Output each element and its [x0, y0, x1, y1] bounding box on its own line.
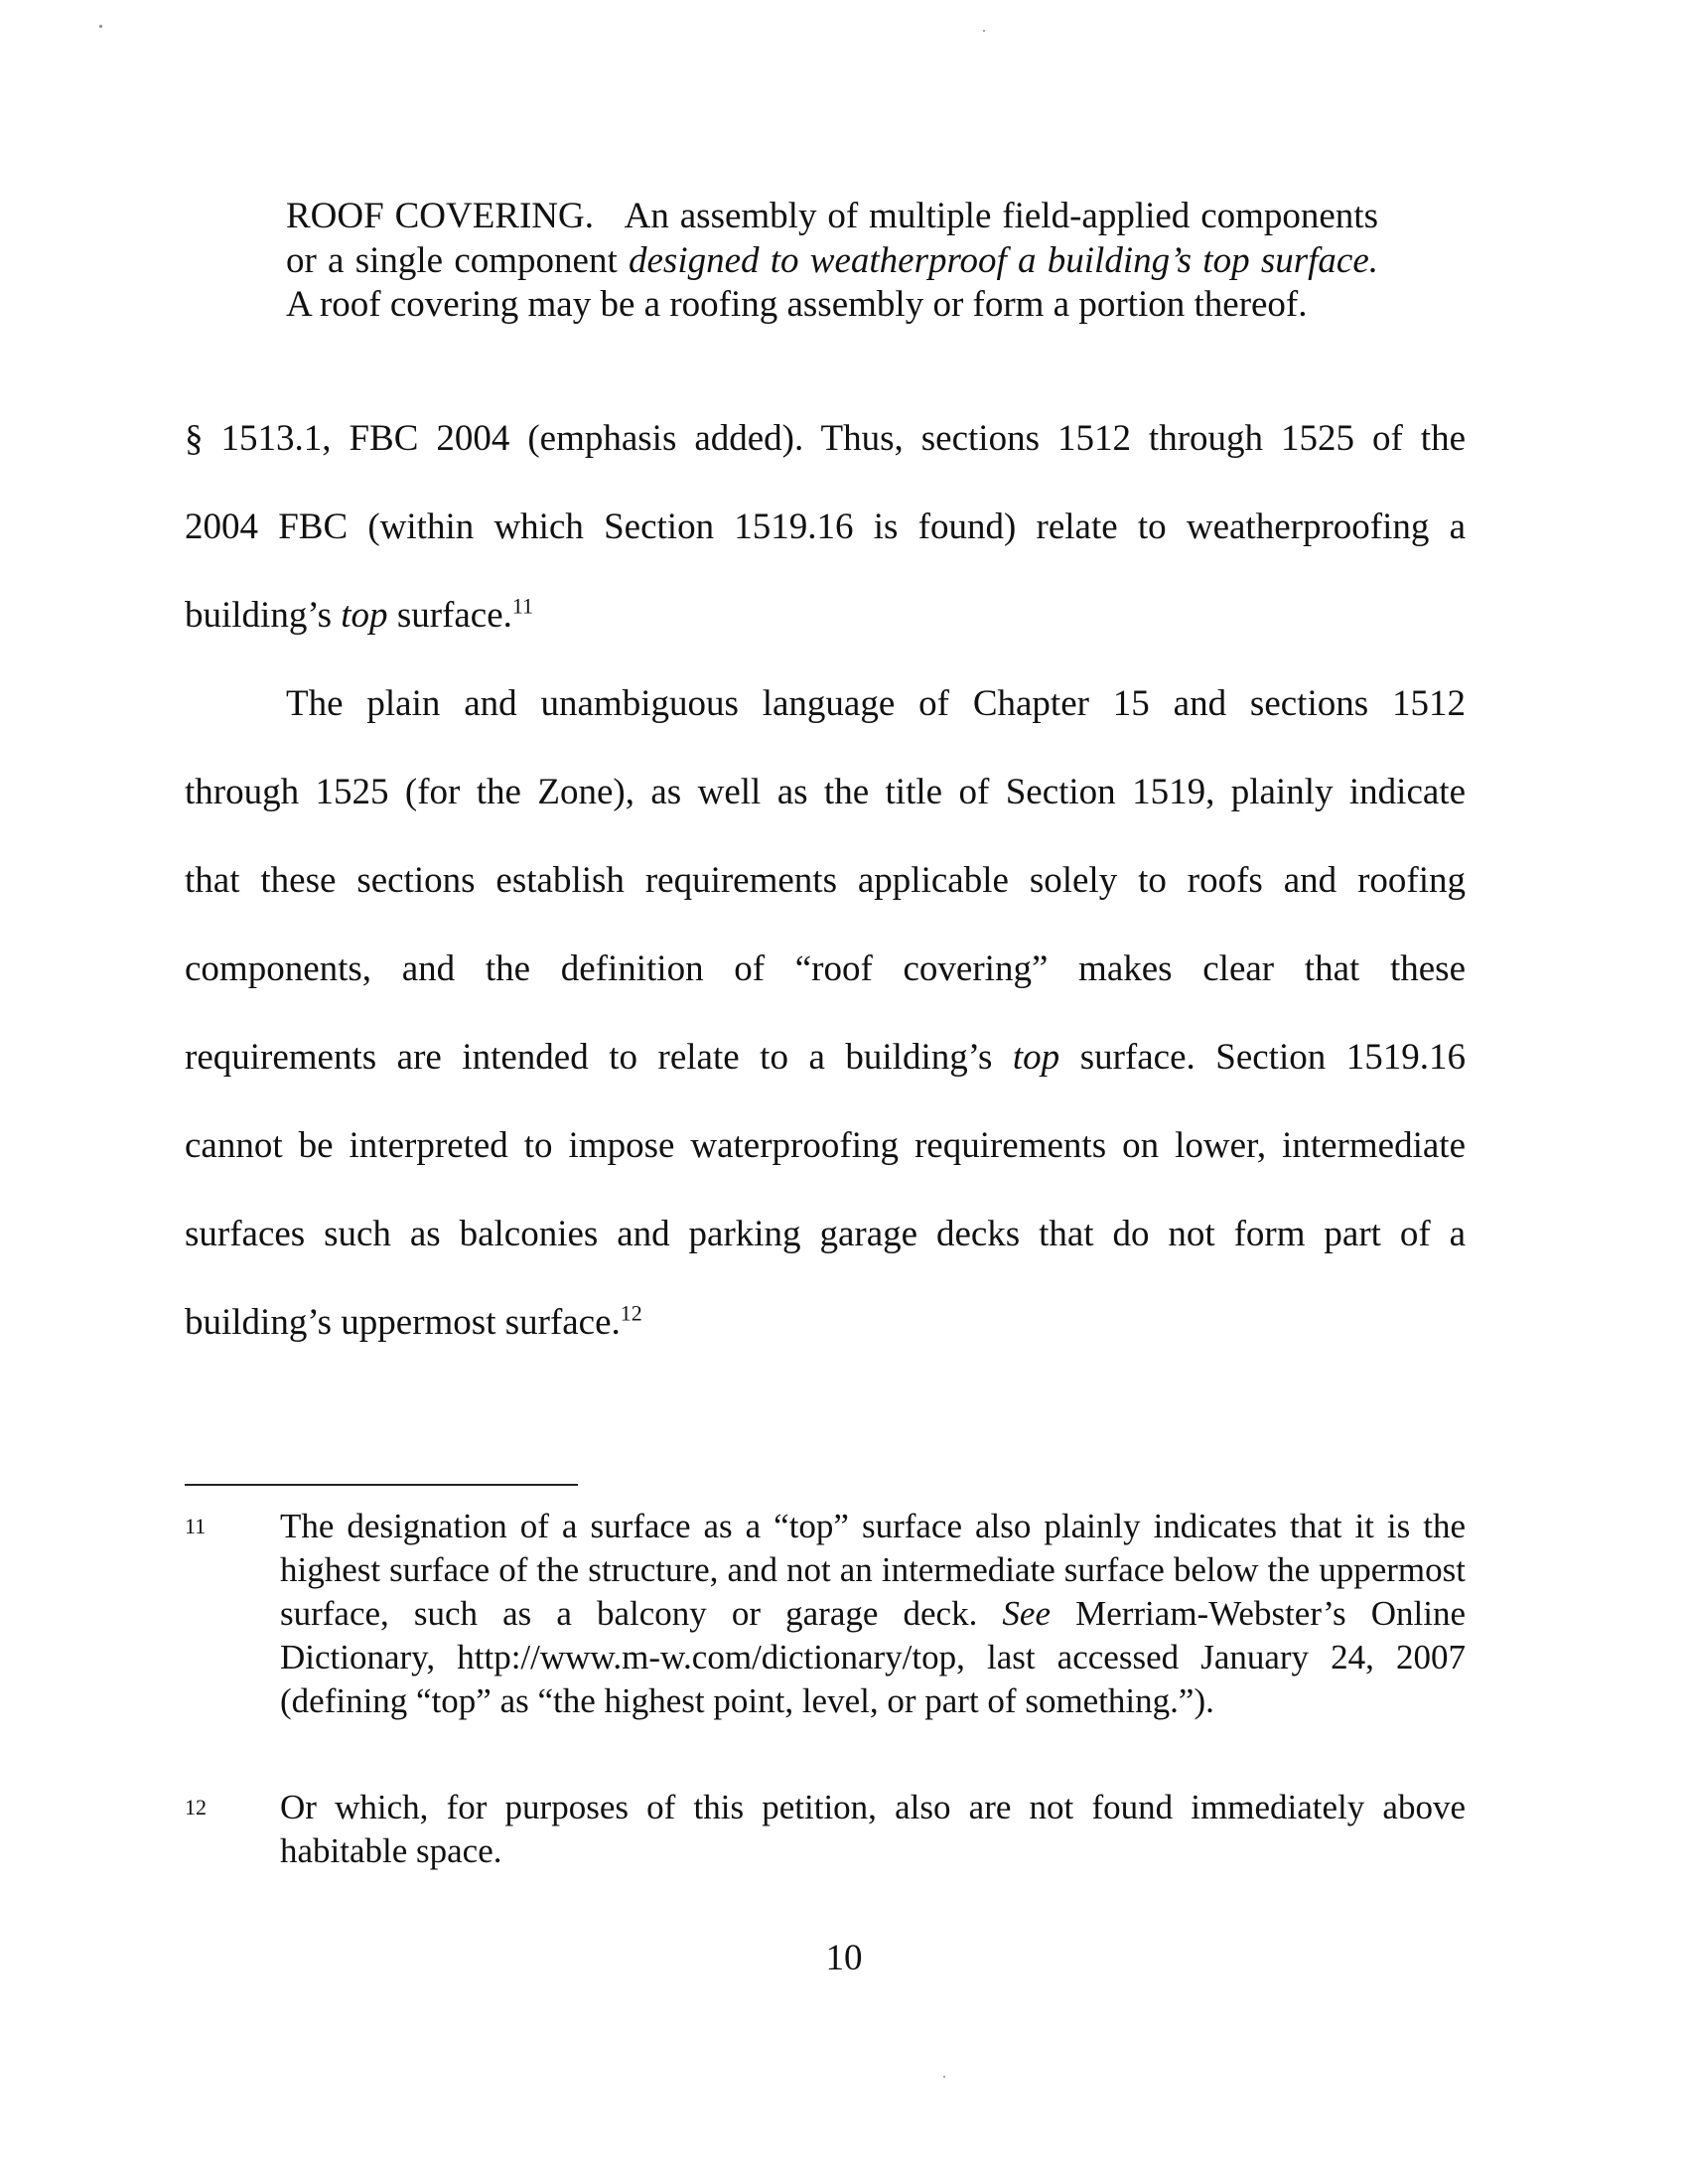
paragraph-2-line [185, 1301, 1466, 1345]
paragraph-2-line: surfaces such as balconies and parking garage decks that do not form part of a [185, 1214, 1466, 1254]
paragraph-2-line: cannot be interpreted to impose waterproofing requirements on lower, intermediate [185, 1125, 1466, 1166]
text: requirements are intended to relate to a building’s [185, 1037, 1013, 1078]
paragraph-2-line [185, 1036, 1466, 1080]
block-quote-roof-covering [286, 195, 1378, 328]
footnote-separator [185, 1484, 578, 1486]
paragraph-1-line: 2004 FBC (within which Section 1519.16 is found) relate to weatherproofing a [185, 507, 1466, 547]
text: Merriam-Webster’s Online Dictionary, http://www.m-w.com/dictionary/top, last accessed January 24, 2007 (defining “top” as “the highest point, level, or part of something.”). [280, 1594, 1466, 1720]
text: The designation of a surface as a “top” surface also plainly indicates that it is the highest surface of the structure, and not an intermediate surface below the uppermost surface, such as a balcony or garage deck. [280, 1507, 1466, 1633]
scan-speck [943, 2076, 945, 2078]
paragraph-2-line: that these sections establish requirements applicable solely to roofs and roofing [185, 860, 1466, 901]
scan-speck [99, 25, 102, 28]
citation-signal: See [1002, 1594, 1051, 1633]
paragraph-2-line: through 1525 (for the Zone), as well as the title of Section 1519, plainly indicate [185, 772, 1466, 812]
paragraph-2-line: components, and the definition of “roof covering” makes clear that these [185, 948, 1466, 989]
text: building’s uppermost surface. [185, 1302, 621, 1343]
emphasized-text: designed to weatherproof a building’s top surface. [629, 239, 1378, 281]
text: surface. Section 1519.16 [1059, 1037, 1466, 1078]
footnote-reference-12[interactable]: 12 [620, 1300, 642, 1326]
footnote-reference-11[interactable]: 11 [511, 593, 534, 619]
text: building’s [185, 595, 342, 636]
footnote-number: 12 [185, 1795, 207, 1820]
definition-text: A roof covering may be a roofing assembly or form a portion thereof. [286, 284, 1308, 325]
footnote-text [280, 1505, 1466, 1723]
definition-text: An assembly of multiple field-applied components or a single component [286, 196, 1378, 281]
paragraph-1-line: § 1513.1, FBC 2004 (emphasis added). Thus, sections 1512 through 1525 of the [185, 418, 1466, 459]
text: surface. [387, 595, 512, 636]
defined-term: ROOF COVERING. [286, 196, 594, 236]
footnote-number: 11 [185, 1514, 207, 1538]
emphasized-text: top [341, 595, 388, 636]
scan-speck [983, 30, 985, 32]
footnote-text: Or which, for purposes of this petition, also are not found immediately above habitable space. [280, 1788, 1466, 1870]
paragraph-2-line: The plain and unambiguous language of Chapter 15 and sections 1512 [286, 683, 1466, 724]
emphasized-text: top [1012, 1037, 1060, 1078]
paragraph-1-line [185, 594, 1466, 638]
page-number: 10 [825, 1938, 863, 1978]
